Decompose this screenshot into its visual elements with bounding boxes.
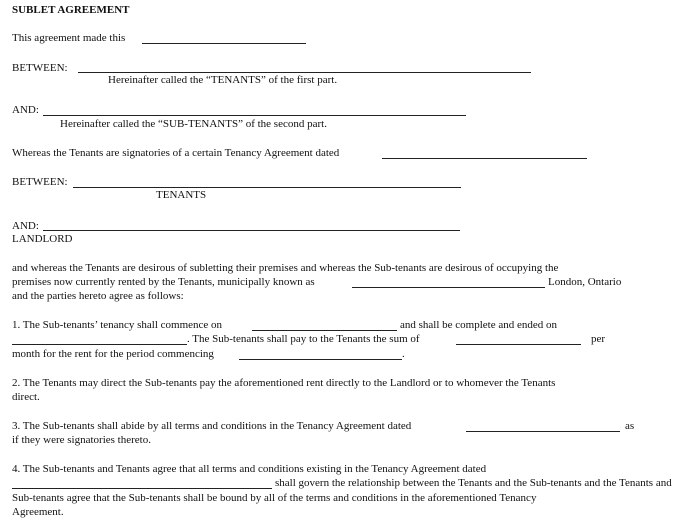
whereas-statement: Whereas the Tenants are signatories of a certain Tenancy Agreement dated (12, 147, 340, 159)
clause-4-line-4: Agreement. (12, 506, 64, 518)
tenants-name-blank[interactable] (78, 72, 531, 73)
document-title: SUBLET AGREEMENT (12, 4, 130, 16)
premises-address-blank[interactable] (352, 287, 545, 288)
subtenants-caption: Hereinafter called the “SUB-TENANTS” of the second part. (60, 118, 327, 130)
rent-period-start-blank[interactable] (239, 359, 402, 360)
rent-amount-blank[interactable] (456, 344, 581, 345)
per-label: per (591, 333, 606, 345)
tenancy-agreement-date-blank[interactable] (382, 158, 587, 159)
clause-3-as: as (625, 420, 635, 432)
commence-date-blank[interactable] (252, 330, 397, 331)
clause-3-date-blank[interactable] (466, 431, 620, 432)
between-label-first: BETWEEN: (12, 62, 68, 74)
tenants-party-blank[interactable] (73, 187, 461, 188)
landlord-label: LANDLORD (12, 233, 73, 245)
clause-4-line-3: Sub-tenants agree that the Sub-tenants shall be bound by all of the terms and conditions in the aforementioned Tenancy (12, 492, 537, 504)
clause-2-line-1: 2. The Tenants may direct the Sub-tenants pay the aforementioned rent directly to the Landlord or to whomever the Tenants (12, 377, 556, 389)
clause-3-line-2: if they were signatories thereto. (12, 434, 151, 446)
tenants-label: TENANTS (156, 189, 207, 201)
clause-4-date-blank[interactable] (12, 488, 272, 489)
and-label-first: AND: (12, 104, 39, 116)
intro-paragraph-line-2: premises now currently rented by the Tenants, municipally known as (12, 276, 315, 288)
clause-4-line-1: 4. The Sub-tenants and Tenants agree that all terms and conditions existing in the Tenancy Agreement dated (12, 463, 487, 475)
end-date-blank[interactable] (12, 344, 187, 345)
clause-1-line-1: 1. The Sub-tenants’ tenancy shall commence on (12, 319, 223, 331)
agreement-date-blank[interactable] (142, 43, 306, 44)
clause-1-line-3: month for the rent for the period commencing (12, 348, 214, 360)
city-label: London, Ontario (548, 276, 622, 288)
landlord-party-blank[interactable] (43, 230, 460, 231)
made-this-label: This agreement made this (12, 32, 126, 44)
clause-1-period: . (402, 348, 405, 360)
clause-2-line-2: direct. (12, 391, 40, 403)
clause-1-line-1-end: and shall be complete and ended on (400, 319, 558, 331)
between-label-second: BETWEEN: (12, 176, 68, 188)
clause-4-line-2: shall govern the relationship between the Tenants and the Sub-tenants and the Tenants and (275, 477, 672, 489)
intro-paragraph-line-1: and whereas the Tenants are desirous of subletting their premises and whereas the Sub-tenants are desirous of occupying the (12, 262, 559, 274)
tenants-caption: Hereinafter called the “TENANTS” of the first part. (108, 74, 338, 86)
subtenants-name-blank[interactable] (43, 115, 466, 116)
clause-1-line-2: . The Sub-tenants shall pay to the Tenants the sum of (187, 333, 420, 345)
and-label-second: AND: (12, 220, 39, 232)
clause-3-line-1: 3. The Sub-tenants shall abide by all terms and conditions in the Tenancy Agreement dated (12, 420, 412, 432)
intro-paragraph-line-3: and the parties hereto agree as follows: (12, 290, 184, 302)
